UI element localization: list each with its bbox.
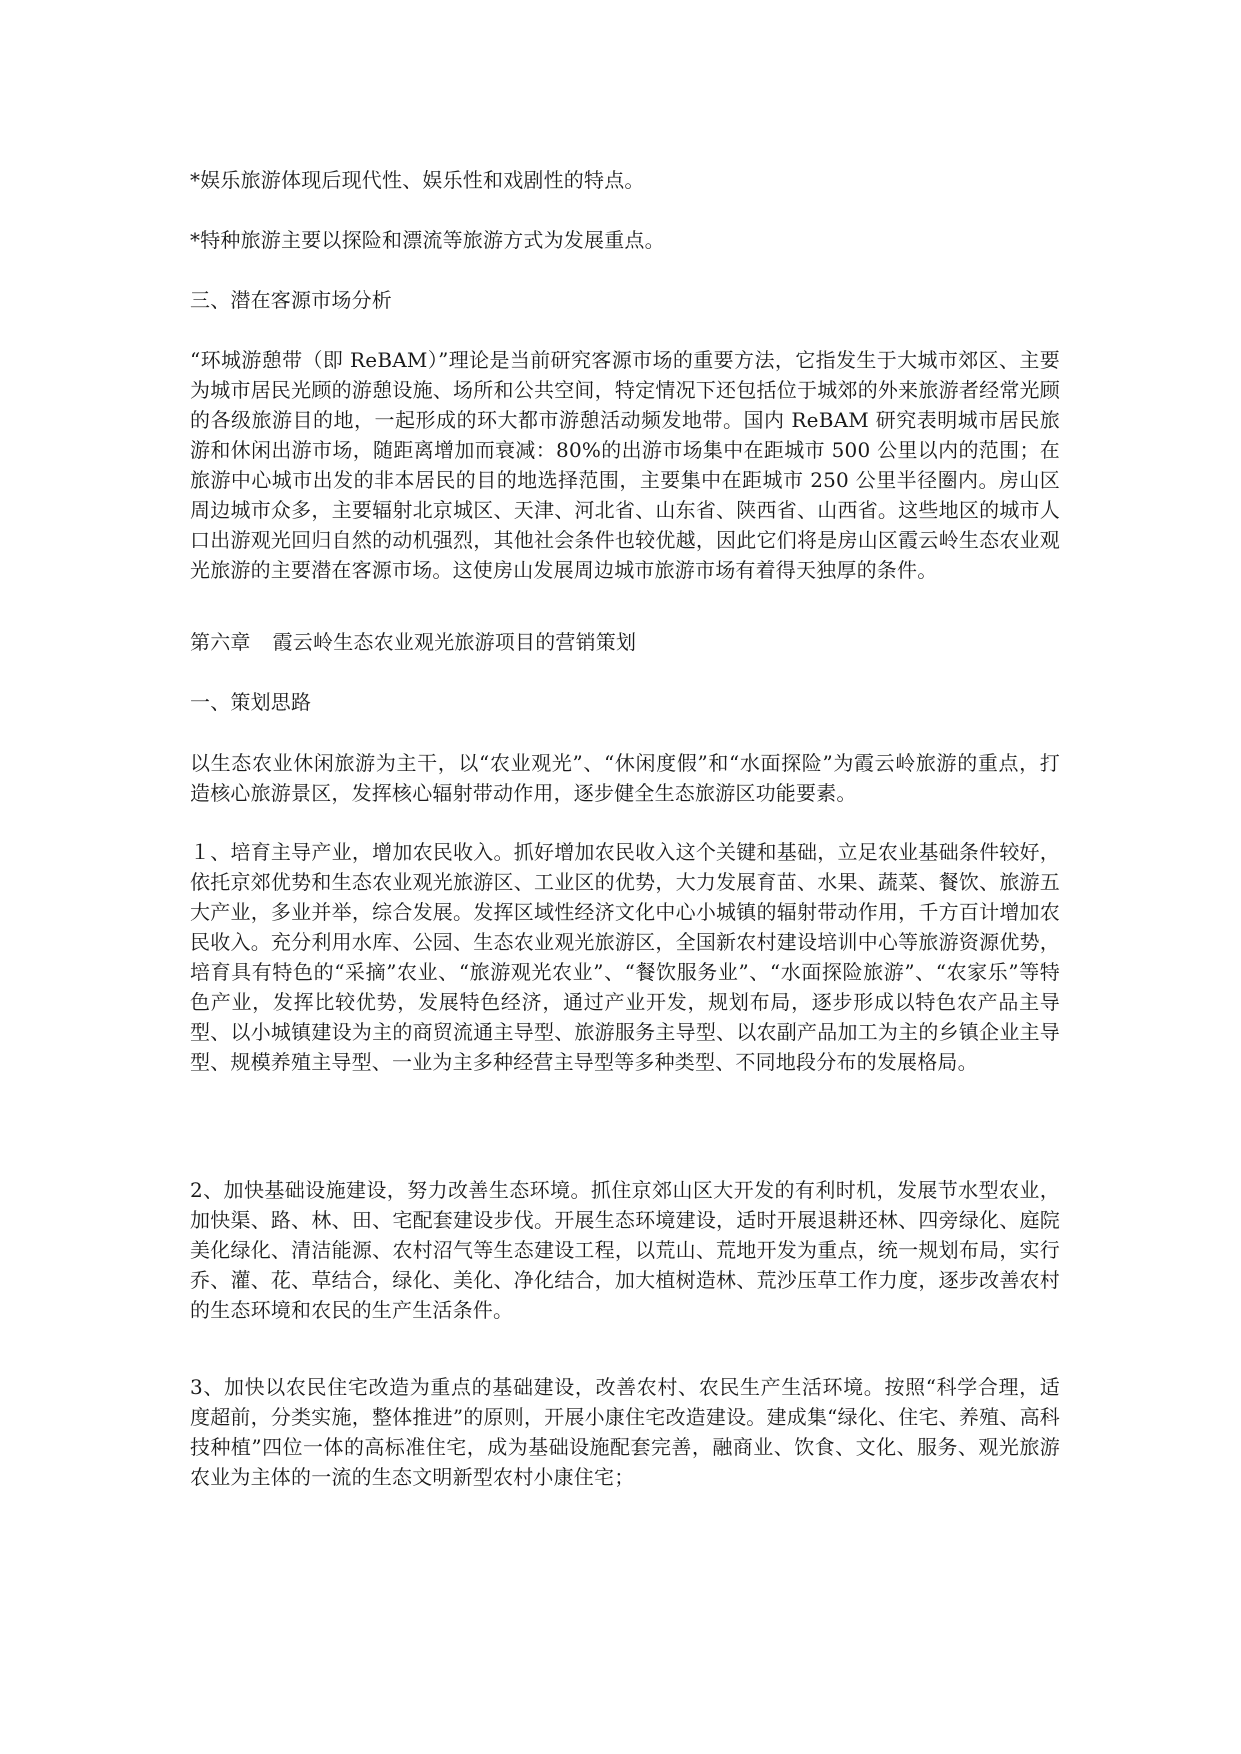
- paragraph-point-3: 3、加快以农民住宅改造为重点的基础建设，改善农村、农民生产生活环境。按照“科学合理，适度超前，分类实施，整体推进”的原则，开展小康住宅改造建设。建成集“绿化、住宅、养殖、高科技种植”四位一体的高标准住宅，成为基础设施配套完善，融商业、饮食、文化、服务、观光旅游农业为主体的一流的生态文明新型农村小康住宅；: [190, 1375, 1060, 1489]
- chapter-six-heading: [190, 627, 1060, 657]
- paragraph-point-1: １、培育主导产业，增加农民收入。抓好增加农民收入这个关键和基础，立足农业基础条件较好，依托京郊优势和生态农业观光旅游区、工业区的优势，大力发展育苗、水果、蔬菜、餐饮、旅游五大产业，多业并举，综合发展。发挥区域性经济文化中心小城镇的辐射带动作用，千方百计增加农民收入。充分利用水库、公园、生态农业观光旅游区，全国新农村建设培训中心等旅游资源优势，培育具有特色的“采摘”农业、“旅游观光农业”、“餐饮服务业”、“水面探险旅游”、“农家乐”等特色产业，发挥比较优势，发展特色经济，通过产业开发，规划布局，逐步形成以特色农产品主导型、以小城镇建设为主的商贸流通主导型、旅游服务主导型、以农副产品加工为主的乡镇企业主导型、规模养殖主导型、一业为主多种经营主导型等多种类型、不同地段分布的发展格局。: [190, 840, 1060, 1074]
- heading-planning-idea: 一、策划思路: [190, 690, 312, 714]
- paragraph-entertainment-tourism: *娱乐旅游体现后现代性、娱乐性和戏剧性的特点。: [190, 168, 645, 192]
- chapter-six-label: 第六章: [190, 630, 251, 654]
- paragraph-rebam-theory: “环城游憩带（即 ReBAM）”理论是当前研究客源市场的重要方法，它指发生于大城市郊区、主要为城市居民光顾的游憩设施、场所和公共空间，特定情况下还包括位于城郊的外来旅游者经常光顾的各级旅游目的地，一起形成的环大都市游憩活动频发地带。国内 ReBAM 研究表明城市居民旅游和休闲出游市场，随距离增加而衰减：80%的出游市场集中在距城市 500 公里以内的范围；在旅游中心城市出发的非本居民的目的地选择范围，主要集中在距城市 250 公里半径圈内。房山区周边城市众多，主要辐射北京城区、天津、河北省、山东省、陕西省、山西省。这些地区的城市人口出游观光回归自然的动机强烈，其他社会条件也较优越，因此它们将是房山区霞云岭生态农业观光旅游的主要潜在客源市场。这使房山发展周边城市旅游市场有着得天独厚的条件。: [190, 348, 1060, 582]
- heading-potential-market: 三、潜在客源市场分析: [190, 288, 392, 312]
- chapter-six-title: 霞云岭生态农业观光旅游项目的营销策划: [272, 630, 637, 654]
- paragraph-point-2: 2、加快基础设施建设，努力改善生态环境。抓住京郊山区大开发的有利时机，发展节水型农业，加快渠、路、林、田、宅配套建设步伐。开展生态环境建设，适时开展退耕还林、四旁绿化、庭院美化绿化、清洁能源、农村沼气等生态建设工程，以荒山、荒地开发为重点，统一规划布局，实行乔、灌、花、草结合，绿化、美化、净化结合，加大植树造林、荒沙压草工作力度，逐步改善农村的生态环境和农民的生产生活条件。: [190, 1178, 1060, 1322]
- paragraph-main-idea: 以生态农业休闲旅游为主干，以“农业观光”、“休闲度假”和“水面探险”为霞云岭旅游的重点，打造核心旅游景区，发挥核心辐射带动作用，逐步健全生态旅游区功能要素。: [190, 751, 1060, 805]
- paragraph-special-tourism: *特种旅游主要以探险和漂流等旅游方式为发展重点。: [190, 228, 665, 252]
